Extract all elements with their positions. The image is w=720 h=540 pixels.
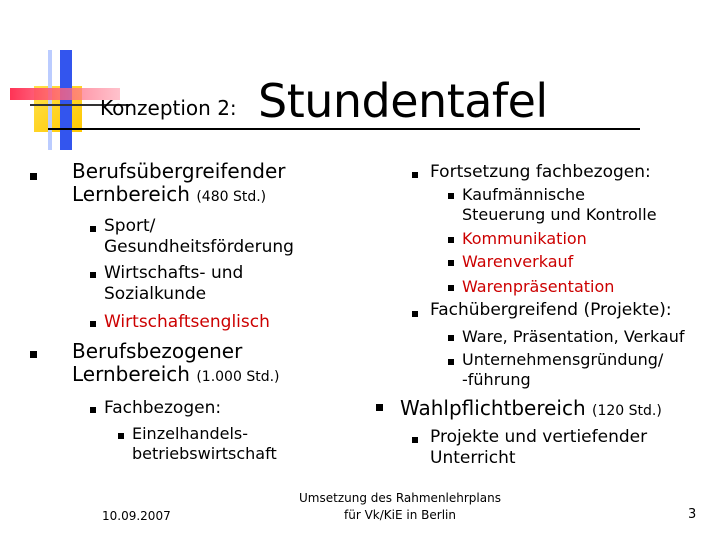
list-item-fachbezogen: Fachbezogen: [104,398,222,418]
bullet-icon [90,272,96,278]
item-line: Einzelhandels- [132,424,249,443]
item-line: Unternehmensgründung/ [462,350,664,369]
list-item-warenpraesentation: Warenpräsentation [462,277,615,296]
footer-line: für Vk/KiE in Berlin [344,508,456,522]
footer-date: 10.09.2007 [102,509,171,523]
item-line: Sport/ [104,216,156,236]
group-hours: (480 Std.) [196,189,267,205]
item-line: Projekte und vertiefender [430,427,648,447]
bullet-icon [448,359,454,365]
group-label-line2: Lernbereich (1.000 Std.) [72,362,280,386]
bullet-icon [90,226,96,232]
bullet-icon [90,407,96,413]
bullet-icon [448,260,454,266]
heading-fortsetzung: Fortsetzung fachbezogen: [430,162,651,182]
bullet-icon [448,335,454,341]
item-line: -führung [462,370,531,389]
bullet-icon [376,404,383,411]
list-item-wirtschaft [104,263,243,305]
footer-center [280,490,520,524]
bullet-icon [412,311,418,317]
bullet-icon [448,193,454,199]
item-line: Sozialkunde [104,284,207,304]
footer-line: Umsetzung des Rahmenlehrplans [299,491,501,505]
bullet-icon [448,285,454,291]
bullet-icon [30,351,37,358]
bullet-icon [90,321,96,327]
bullet-icon [30,173,37,180]
bullet-icon [118,433,124,439]
item-line: Steuerung und Kontrolle [462,205,657,224]
group-label-line2: Lernbereich (480 Std.) [72,182,267,206]
list-item-kommunikation: Kommunikation [462,229,587,248]
item-line: betriebswirtschaft [132,444,277,463]
title-prefix: Konzeption 2: [100,96,237,120]
list-item-einzelhandel [132,424,277,464]
group-label: Berufsbezogener [72,339,243,363]
group-hours: (120 Std.) [592,403,662,419]
page-number: 3 [688,507,697,522]
list-item-ware: Ware, Präsentation, Verkauf [462,327,685,346]
item-line: Wirtschafts- und [104,263,244,283]
group-berufsuebergreifend [72,160,286,209]
page-title: Stundentafel [258,74,548,128]
list-item-englisch: Wirtschaftsenglisch [104,312,270,332]
bullet-icon [412,172,418,178]
bullet-icon [412,437,418,443]
group-wahlpflicht [400,397,662,423]
list-item-kaufmaennisch [462,185,657,225]
bullet-icon [448,237,454,243]
group-berufsbezogen [72,340,280,389]
list-item-projekte [430,427,647,469]
item-line: Gesundheitsförderung [104,237,294,257]
decorative-logo [0,0,130,160]
item-line: Kaufmännische [462,185,586,204]
list-item-warenverkauf: Warenverkauf [462,252,574,271]
group-label: Berufsübergreifender [72,159,286,183]
list-item-sport [104,216,294,258]
list-item-unternehmensgruendung [462,350,663,390]
item-line: Unterricht [430,448,516,468]
group-label: Wahlpflichtbereich [400,396,586,420]
group-hours: (1.000 Std.) [196,369,280,385]
heading-fachuebergreifend: Fachübergreifend (Projekte): [430,300,672,320]
title-divider [48,128,640,130]
